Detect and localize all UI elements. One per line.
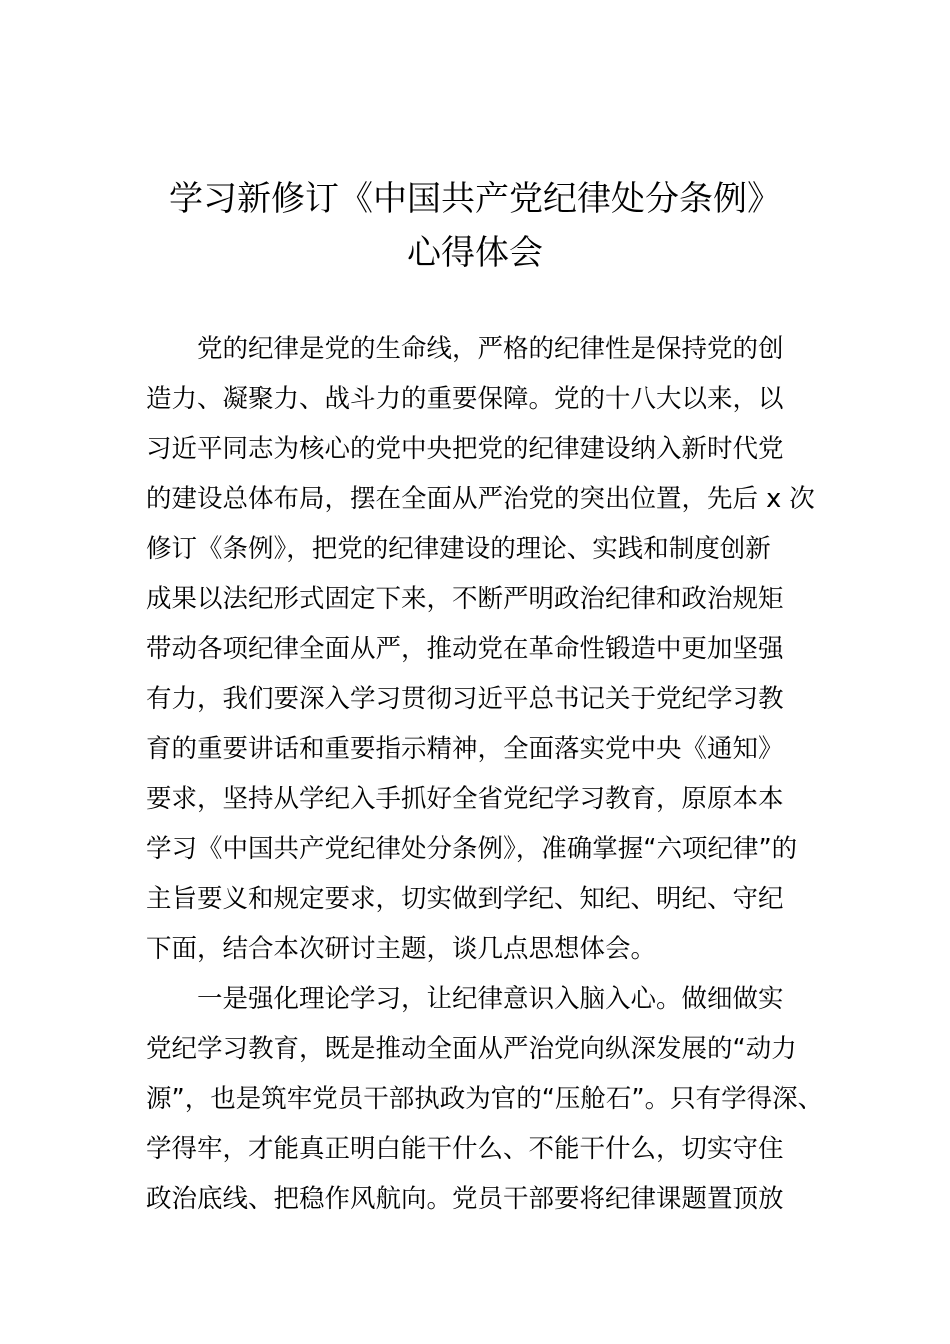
paragraph-line: 造力、凝聚力、战斗力的重要保障。党的十八大以来，以 bbox=[146, 384, 784, 414]
paragraph-line: 习近平同志为核心的党中央把党的纪律建设纳入新时代党 bbox=[146, 434, 784, 464]
paragraph-line: 源”，也是筑牢党员干部执政为官的“压舱石”。只有学得深、 bbox=[146, 1084, 824, 1114]
title-line-2: 心得体会 bbox=[407, 233, 543, 273]
paragraph-line: 要求，坚持从学纪入手抓好全省党纪学习教育，原原本本 bbox=[146, 784, 784, 814]
paragraph-line: 一是强化理论学习，让纪律意识入脑入心。做细做实 bbox=[197, 984, 784, 1014]
paragraph-1 bbox=[146, 324, 846, 974]
paragraph-line: 有力，我们要深入学习贯彻习近平总书记关于党纪学习教 bbox=[146, 684, 784, 714]
paragraph-line: 学得牢，才能真正明白能干什么、不能干什么，切实守住 bbox=[146, 1134, 784, 1164]
paragraph-line: 主旨要义和规定要求，切实做到学纪、知纪、明纪、守纪 bbox=[146, 884, 784, 914]
paragraph-line: 成果以法纪形式固定下来，不断严明政治纪律和政治规矩 bbox=[146, 584, 784, 614]
title-line-1: 学习新修订《中国共产党纪律处分条例》 bbox=[169, 179, 781, 219]
paragraph-line: 学习《中国共产党纪律处分条例》，准确掌握“六项纪律”的 bbox=[146, 834, 798, 864]
paragraph-line: 修订《条例》，把党的纪律建设的理论、实践和制度创新 bbox=[146, 534, 771, 564]
paragraph-line: 党纪学习教育，既是推动全面从严治党向纵深发展的“动力 bbox=[146, 1034, 797, 1064]
document-body bbox=[146, 324, 846, 1224]
paragraph-2 bbox=[146, 974, 846, 1224]
paragraph-line: 带动各项纪律全面从严，推动党在革命性锻造中更加坚强 bbox=[146, 634, 784, 664]
paragraph-line: 下面，结合本次研讨主题，谈几点思想体会。 bbox=[146, 934, 657, 964]
paragraph-line: 党的纪律是党的生命线，严格的纪律性是保持党的创 bbox=[197, 334, 784, 364]
document-title bbox=[0, 172, 950, 280]
paragraph-line: 的建设总体布局，摆在全面从严治党的突出位置，先后 x 次 bbox=[146, 484, 815, 514]
paragraph-line: 政治底线、把稳作风航向。党员干部要将纪律课题置顶放 bbox=[146, 1184, 784, 1214]
paragraph-line: 育的重要讲话和重要指示精神，全面落实党中央《通知》 bbox=[146, 734, 784, 764]
